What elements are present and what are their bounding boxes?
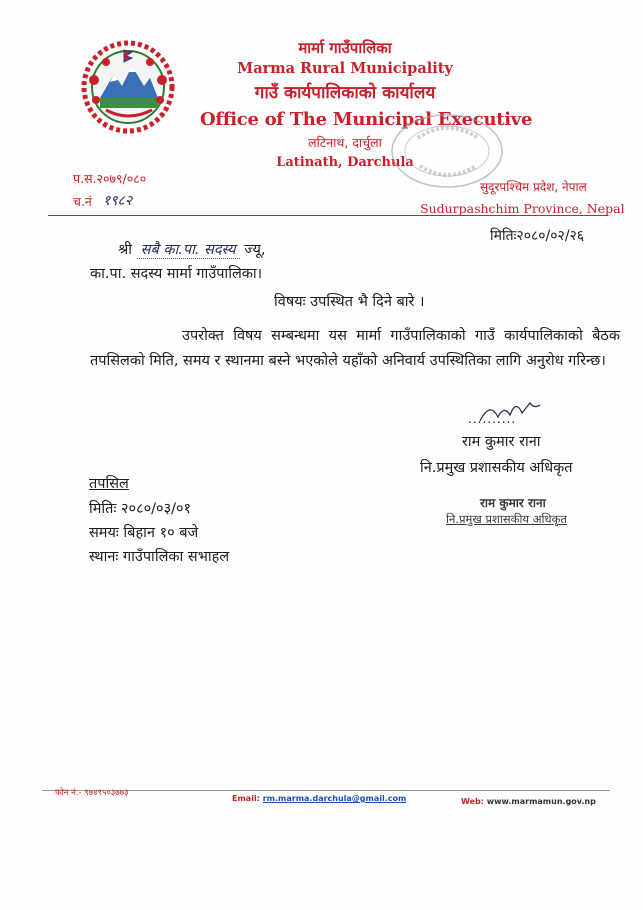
- municipality-name-english: Marma Rural Municipality: [237, 60, 453, 77]
- province-nepali: सुदूरपश्चिम प्रदेश, नेपाल: [480, 180, 587, 194]
- addressee-suffix: ज्यू,: [244, 242, 266, 258]
- name-stamp: राम कुमार राना: [480, 496, 546, 510]
- footer-web: [461, 797, 596, 806]
- letter-body: उपरोक्त विषय सम्बन्धमा यस मार्मा गाउँपालिकाको गाउँ कार्यपालिकाको बैठक तपसिलको मिति, समय र स्थानमा बस्ने भएकोले यहाँको अनिवार्य उपस्थितिका लागि अनुरोध गरिन्छ।: [90, 328, 620, 369]
- nepal-emblem-icon: [80, 40, 176, 134]
- province-english: Sudurpashchim Province, Nepal: [420, 201, 625, 216]
- municipality-name-nepali: मार्मा गाउँपालिका: [298, 39, 392, 57]
- signatory-name: राम कुमार राना: [462, 434, 541, 450]
- title-stamp: नि.प्रमुख प्रशासकीय अधिकृत: [446, 512, 567, 526]
- office-name-nepali: गाउँ कार्यपालिकाको कार्यालय: [254, 83, 436, 103]
- addressee-line-2: का.पा. सदस्य मार्मा गाउँपालिका।: [90, 266, 263, 282]
- meeting-time: समयः बिहान १० बजे: [89, 525, 199, 541]
- meeting-date: मितिः २०८०/०३/०१: [89, 501, 192, 517]
- footer-phone: फोन नं.- ९७४९५०३७७३: [55, 788, 129, 798]
- meeting-place: स्थानः गाउँपालिका सभाहल: [89, 549, 230, 565]
- details-heading: तपसिल: [89, 476, 129, 492]
- letter-date: मितिः२०८०/०२/२६: [490, 228, 585, 244]
- signatory-title: नि.प्रमुख प्रशासकीय अधिकृत: [420, 460, 573, 476]
- footer-email: [232, 794, 406, 803]
- patra-sankhya: प.स.२०७९/०८०: [73, 171, 147, 186]
- chalani-label: च.नं: [73, 194, 92, 209]
- place-english: Latinath, Darchula: [276, 155, 414, 170]
- office-name-english: Office of The Municipal Executive: [200, 109, 533, 130]
- addressee-prefix: श्री: [118, 242, 133, 258]
- subject-line: विषयः उपस्थित भै दिने बारे ।: [274, 294, 425, 310]
- chalani-number: १९८२: [103, 193, 133, 209]
- footer-web-label: Web:: [461, 797, 484, 806]
- footer-email-link[interactable]: rm.marma.darchula@gmail.com: [262, 794, 407, 803]
- footer-web-link[interactable]: www.marmamun.gov.np: [486, 797, 596, 806]
- place-nepali: लटिनाथ, दार्चुला: [308, 135, 382, 150]
- footer-email-label: Email:: [232, 794, 260, 803]
- header-divider: [48, 215, 608, 216]
- addressee-line-1: [118, 238, 266, 263]
- addressee-handwritten: सबै का.पा. सदस्य: [137, 242, 240, 259]
- signature-dots: ..........: [468, 412, 517, 426]
